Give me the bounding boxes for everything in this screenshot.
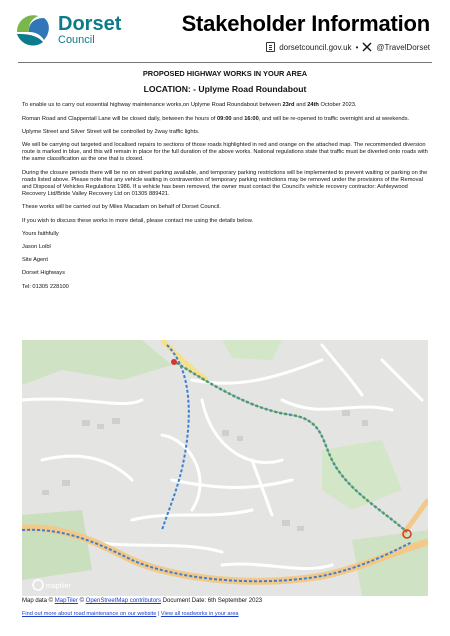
closure-end-time: 16:00 [244, 115, 259, 122]
intro-text-post: October 2023. [318, 102, 357, 109]
map-green-area [22, 510, 92, 580]
logo-line2: Council [58, 34, 95, 46]
attribution-copyright: © [79, 598, 84, 604]
intro-text-mid: and [294, 102, 308, 109]
signatory-department: Dorset Highways [22, 270, 65, 277]
website-link[interactable]: dorsetcouncil.gov.uk [279, 42, 352, 52]
map-canvas [22, 340, 428, 596]
closure-text-post: , and will be re-opened to traffic overnight and at weekends. [258, 115, 410, 122]
contact-paragraph: If you wish to discuss these works in more detail, please contact me using the details below. [22, 217, 254, 224]
signatory-telephone: Tel: 01305 228100 [22, 283, 69, 290]
attribution-prefix: Map data © [22, 598, 54, 604]
traffic-lights-paragraph: Uplyme Street and Silver Street will be controlled by 2way traffic lights. [22, 128, 200, 135]
header-contact-line [266, 42, 430, 52]
end-date: 24th [307, 102, 319, 109]
logo-line1: Dorset [58, 13, 122, 35]
osm-link[interactable]: OpenStreetMap contributors [85, 598, 162, 604]
closure-paragraph [22, 116, 428, 123]
footer-links [22, 611, 239, 617]
notice-heading: PROPOSED HIGHWAY WORKS IN YOUR AREA [142, 69, 308, 78]
page-title: Stakeholder Information [181, 11, 430, 36]
logo-wordmark [58, 14, 121, 46]
separator-dot: • [355, 42, 359, 52]
maptiler-link[interactable]: MapTiler [54, 598, 78, 604]
website-icon [266, 42, 275, 52]
works-marker [171, 359, 177, 365]
closure-start-time: 09:00 [216, 115, 232, 122]
intro-paragraph [22, 102, 428, 109]
intro-text-pre: To enable us to carry out essential highway maintenance works,on Uplyme Road Roundabout between [22, 102, 283, 109]
map-attribution [22, 598, 262, 604]
location-heading: LOCATION: - Uplyme Road Roundabout [143, 84, 307, 95]
dorset-logo-icon [14, 10, 54, 50]
page-header [0, 0, 450, 62]
road-maintenance-link[interactable]: Find out more about road maintenance on our website [22, 611, 157, 617]
dorset-council-logo[interactable] [14, 8, 122, 54]
twitter-handle-link[interactable]: @TravelDorset [376, 42, 430, 52]
maptiler-watermark-text: maptiler [46, 583, 71, 590]
notice-body [22, 70, 428, 291]
signatory-role: Site Agent [22, 257, 48, 264]
header-divider [18, 62, 432, 63]
start-date: 23rd [282, 102, 295, 109]
closure-text-mid: and [231, 115, 245, 122]
roadworks-link[interactable]: View all roadworks in your area [160, 611, 239, 617]
signatory-name: Jason Loibl [22, 244, 51, 251]
signoff: Yours faithfully [22, 230, 59, 237]
repairs-paragraph: We will be carrying out targeted and localised repairs to sections of those roads highlighted in red and orange on the attached map. The recommended diversion route is marked in blue, and this will remain in place for the full duration of the above works. National regulations state that traffic must be diverted onto roads with the same classification as the one that is closed. [22, 142, 428, 163]
x-twitter-icon [362, 42, 372, 52]
document-date: Document Date: 6th September 2023 [162, 598, 263, 604]
contractor-paragraph: These works will be carried out by Miles Macadam on behalf of Dorset Council. [22, 204, 221, 211]
works-map[interactable] [22, 340, 428, 596]
closure-text-pre: Roman Road and Clappentail Lane will be closed daily, between the hours of [22, 115, 217, 122]
footer-divider: | [157, 611, 160, 617]
parking-paragraph: During the closure periods there will be no on street parking available, and temporary parking restrictions will be implemented to prevent waiting or parking on the roads listed above. Please note that any vehicle waiting in contravention of temporary parking restrictions may be removed under the provisions of the Removal and Disposal of Vehicles Regulations 1986. If a vehicle has been removed, the owner must contact the Council's vehicle recovery contractor: Ashleywood Recovery Ltd/Bride Valley Recovery Ltd on 01305 889421. [22, 169, 428, 198]
